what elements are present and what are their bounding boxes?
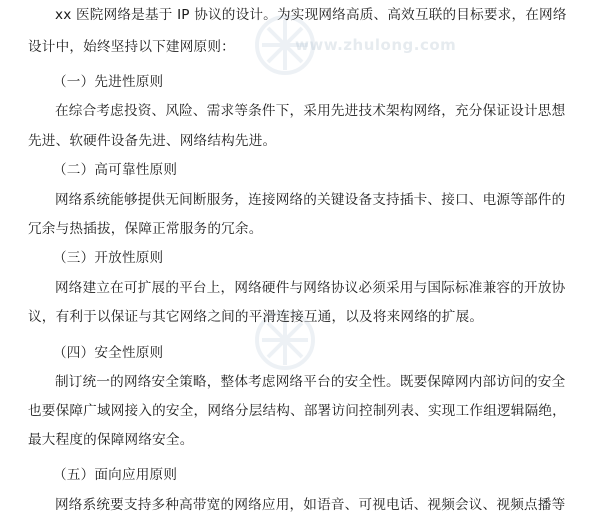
section-heading: （四）安全性原则: [53, 345, 164, 361]
section-heading: （二）高可靠性原则: [53, 162, 178, 178]
paragraph-line: 冗余与热插拔，保障正常服务的冗余。: [28, 221, 263, 237]
section-heading: （三）开放性原则: [53, 250, 164, 266]
section-heading: （一）先进性原则: [53, 74, 164, 90]
paragraph-line: 也要保障广域网接入的安全，网络分层结构、部署访问控制列表、实现工作组逻辑隔绝，: [28, 403, 566, 419]
section-heading: （五）面向应用原则: [53, 467, 178, 483]
paragraph-line: 在综合考虑投资、风险、需求等条件下，采用先进技术架构网络，充分保证设计思想: [55, 103, 566, 119]
paragraph-line: 网络系统能够提供无间断服务，连接网络的关键设备支持插卡、接口、电源等部件的: [55, 192, 566, 208]
paragraph-line: 先进、软硬件设备先进、网络结构先进。: [28, 133, 277, 149]
paragraph-line: 最大程度的保障网络安全。: [28, 432, 194, 448]
watermark-text: www.zhulong.com: [295, 36, 457, 54]
paragraph-line: 制订统一的网络安全策略，整体考虑网络平台的安全性。既要保障网内部访问的安全: [55, 374, 566, 390]
paragraph-line: 网络建立在可扩展的平台上，网络硬件与网络协议必须采用与国际标准兼容的开放协: [55, 280, 566, 296]
intro-line-1: xx 医院网络是基于 IP 协议的设计。为实现网络高质、高效互联的目标要求，在网络: [55, 7, 567, 23]
paragraph-line: 议，有利于以保证与其它网络之间的平滑连接互通，以及将来网络的扩展。: [28, 309, 484, 325]
intro-line-2: 设计中，始终坚持以下建网原则：: [28, 39, 235, 55]
paragraph-line: 网络系统要支持多种高带宽的网络应用，如语音、可视电话、视频会议、视频点播等: [55, 497, 566, 513]
